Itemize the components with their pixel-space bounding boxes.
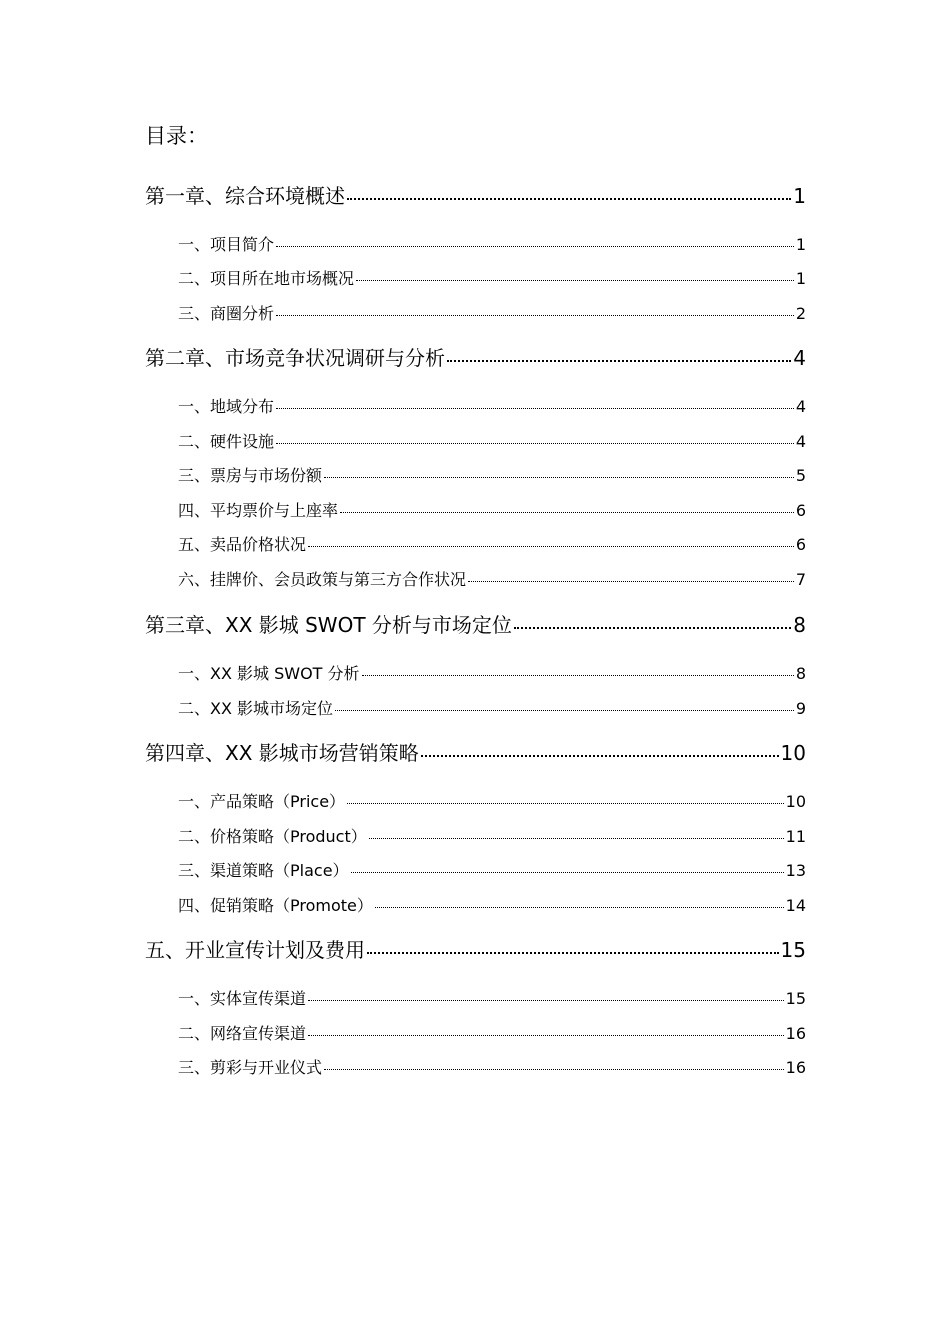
toc-entry-section[interactable] — [178, 860, 806, 882]
toc-page-number: 10 — [785, 792, 806, 811]
toc-entry-chapter[interactable] — [145, 739, 806, 767]
dot-leader — [362, 675, 794, 676]
toc-entry-section[interactable] — [178, 698, 806, 720]
toc-entry-section[interactable] — [178, 431, 806, 453]
toc-entry-section[interactable] — [178, 465, 806, 487]
dot-leader — [347, 198, 791, 200]
toc-page-number: 13 — [785, 861, 806, 880]
toc-entry-section[interactable] — [178, 1057, 806, 1079]
toc-entry-chapter[interactable] — [145, 344, 806, 372]
toc-entry-label: 三、票房与市场份额 — [178, 466, 323, 485]
dot-leader — [514, 627, 791, 629]
toc-page-number: 2 — [795, 304, 806, 323]
dot-leader — [340, 512, 794, 513]
dot-leader — [367, 952, 779, 954]
toc-page-number: 4 — [795, 432, 806, 451]
toc-page-number: 9 — [795, 699, 806, 718]
toc-entry-label: 一、项目简介 — [178, 235, 275, 254]
toc-entry-label: 五、开业宣传计划及费用 — [145, 938, 365, 962]
toc-entry-label: 二、项目所在地市场概况 — [178, 269, 355, 288]
dot-leader — [421, 755, 779, 757]
dot-leader — [347, 803, 784, 804]
toc-entry-section[interactable] — [178, 988, 806, 1010]
toc-entry-label: 第一章、综合环境概述 — [145, 184, 345, 208]
toc-page-number: 16 — [785, 1058, 806, 1077]
toc-page-number: 15 — [780, 938, 806, 962]
toc-page-number: 8 — [795, 664, 806, 683]
toc-entry-label: 第四章、XX 影城市场营销策略 — [145, 741, 419, 765]
toc-entry-section[interactable] — [178, 895, 806, 917]
toc-page-number: 6 — [795, 535, 806, 554]
toc-entry-section[interactable] — [178, 303, 806, 325]
dot-leader — [324, 1069, 784, 1070]
toc-entry-section[interactable] — [178, 534, 806, 556]
toc-page-number: 4 — [793, 346, 806, 370]
toc-entry-label: 一、XX 影城 SWOT 分析 — [178, 664, 360, 683]
toc-entry-label: 一、产品策略（Price） — [178, 792, 346, 811]
dot-leader — [468, 581, 794, 582]
dot-leader — [308, 1000, 784, 1001]
toc-entry-label: 二、XX 影城市场定位 — [178, 699, 334, 718]
toc-page-number: 15 — [785, 989, 806, 1008]
toc-entry-label: 四、平均票价与上座率 — [178, 501, 339, 520]
toc-entry-section[interactable] — [178, 569, 806, 591]
toc-entry-label: 一、实体宣传渠道 — [178, 989, 307, 1008]
toc-entry-label: 一、地域分布 — [178, 397, 275, 416]
toc-entry-section[interactable] — [178, 663, 806, 685]
toc-entry-chapter[interactable] — [145, 182, 806, 210]
toc-entry-label: 二、价格策略（Product） — [178, 827, 367, 846]
dot-leader — [351, 872, 784, 873]
dot-leader — [369, 838, 784, 839]
toc-entry-label: 第二章、市场竞争状况调研与分析 — [145, 346, 445, 370]
toc-page-number: 1 — [795, 269, 806, 288]
toc-entry-section[interactable] — [178, 396, 806, 418]
dot-leader — [356, 280, 794, 281]
toc-entry-section[interactable] — [178, 1023, 806, 1045]
dot-leader — [324, 477, 794, 478]
toc-page-number: 6 — [795, 501, 806, 520]
toc-page-number: 7 — [795, 570, 806, 589]
dot-leader — [447, 360, 791, 362]
toc-page-number: 11 — [785, 827, 806, 846]
dot-leader — [308, 1035, 784, 1036]
toc-entry-section[interactable] — [178, 268, 806, 290]
dot-leader — [308, 546, 794, 547]
toc-page-number: 5 — [795, 466, 806, 485]
toc-page-number: 10 — [780, 741, 806, 765]
toc-page-number: 14 — [785, 896, 806, 915]
dot-leader — [276, 443, 794, 444]
toc-entry-chapter[interactable] — [145, 936, 806, 964]
toc-entry-chapter[interactable] — [145, 611, 806, 639]
toc-entry-label: 四、促销策略（Promote） — [178, 896, 373, 915]
toc-entry-label: 五、卖品价格状况 — [178, 535, 307, 554]
toc-entry-label: 六、挂牌价、会员政策与第三方合作状况 — [178, 570, 467, 589]
dot-leader — [335, 710, 794, 711]
toc-entry-label: 三、渠道策略（Place） — [178, 861, 349, 880]
toc-page-number: 16 — [785, 1024, 806, 1043]
toc-entry-label: 二、硬件设施 — [178, 432, 275, 451]
toc-entry-label: 三、剪彩与开业仪式 — [178, 1058, 323, 1077]
toc-entry-label: 三、商圈分析 — [178, 304, 275, 323]
toc-page-number: 1 — [793, 184, 806, 208]
dot-leader — [276, 408, 794, 409]
toc-entry-section[interactable] — [178, 234, 806, 256]
dot-leader — [276, 315, 794, 316]
dot-leader — [276, 246, 794, 247]
toc-page-number: 4 — [795, 397, 806, 416]
toc-entry-section[interactable] — [178, 791, 806, 813]
toc-entry-section[interactable] — [178, 500, 806, 522]
toc-entry-section[interactable] — [178, 826, 806, 848]
toc-title: 目录： — [145, 124, 208, 148]
toc-entry-label: 二、网络宣传渠道 — [178, 1024, 307, 1043]
toc-entry-label: 第三章、XX 影城 SWOT 分析与市场定位 — [145, 613, 512, 637]
toc-page-number: 8 — [793, 613, 806, 637]
dot-leader — [375, 907, 784, 908]
toc-page-number: 1 — [795, 235, 806, 254]
